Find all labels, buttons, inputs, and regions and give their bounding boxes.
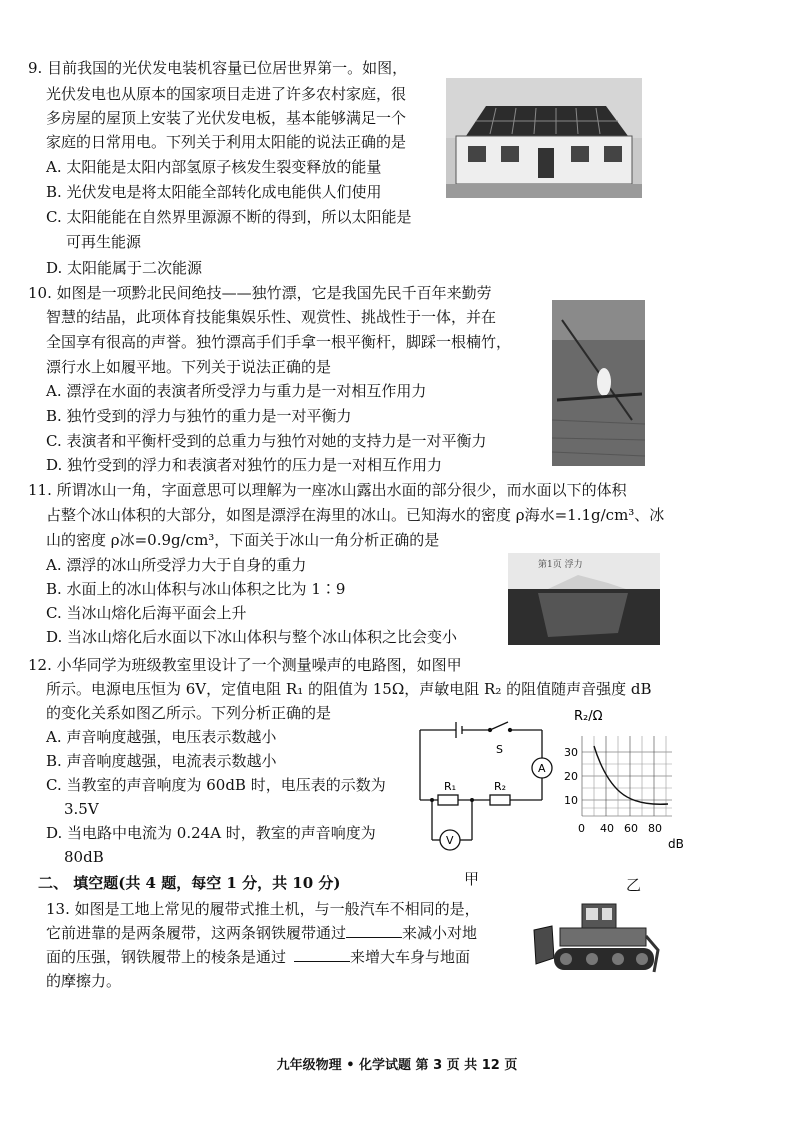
q13-line-3 bbox=[46, 947, 470, 967]
q11-stem-line-2: 占整个冰山体积的大部分，如图是漂浮在海里的冰山。已知海水的密度 ρ海水=1.1g/cm³、冰 bbox=[46, 506, 665, 524]
q10-stem-line-2: 智慧的结晶，此项体育技能集娱乐性、观赏性、挑战性于一体，并在 bbox=[46, 308, 497, 326]
graph-ytick-20: 20 bbox=[564, 770, 578, 783]
voltmeter-label: V bbox=[446, 834, 454, 847]
r1-label: R₁ bbox=[444, 780, 457, 793]
q9-option-c: C. 太阳能能在自然界里源源不断的得到，所以太阳能是 bbox=[46, 208, 412, 226]
q12-option-d: D. 当电路中电流为 0.24A 时，教室的声音响度为 bbox=[46, 824, 376, 842]
q11-option-a: A. 漂浮的冰山所受浮力大于自身的重力 bbox=[46, 556, 307, 574]
graph-ylabel: R₂/Ω bbox=[574, 709, 603, 724]
q9-stem-line-3: 多房屋的屋顶上安装了光伏发电板，基本能够满足一个 bbox=[46, 109, 407, 127]
q11-option-c: C. 当冰山熔化后海平面会上升 bbox=[46, 604, 247, 622]
q9-option-d: D. 太阳能属于二次能源 bbox=[46, 259, 203, 277]
q9-stem-line-1: 9. 目前我国的光伏发电装机容量已位居世界第一。如图， bbox=[28, 59, 408, 77]
q10-option-c: C. 表演者和平衡杆受到的总重力与独竹对她的支持力是一对平衡力 bbox=[46, 432, 487, 450]
q11-iceberg-photo bbox=[508, 553, 660, 645]
q13-line-2-a: 它前进靠的是两条履带，这两条钢铁履带通过 bbox=[46, 924, 347, 942]
graph-xtick-80: 80 bbox=[648, 822, 662, 835]
graph-xtick-60: 60 bbox=[624, 822, 638, 835]
q12-option-c-cont: 3.5V bbox=[64, 800, 99, 818]
q13-line-3-a: 面的压强，钢铁履带上的棱条是通过 bbox=[46, 948, 287, 966]
q12-stem-line-2: 所示。电源电压恒为 6V，定值电阻 R₁ 的阻值为 15Ω，声敏电阻 R₂ 的阻值随声音强度 dB bbox=[46, 680, 652, 698]
switch-label: S bbox=[496, 743, 503, 756]
q10-option-d: D. 独竹受到的浮力和表演者对独竹的压力是一对相互作用力 bbox=[46, 456, 443, 474]
q9-stem-line-4: 家庭的日常用电。下列关于利用太阳能的说法正确的是 bbox=[46, 133, 407, 151]
section-2-heading: 二、 填空题(共 4 题，每空 1 分，共 10 分) bbox=[38, 874, 341, 892]
graph-xlabel: dB bbox=[668, 837, 684, 851]
q9-solar-house-photo bbox=[446, 78, 642, 198]
q12-stem-line-3: 的变化关系如图乙所示。下列分析正确的是 bbox=[46, 704, 332, 722]
q11-stem-line-3: 山的密度 ρ冰=0.9g/cm³，下面关于冰山一角分析正确的是 bbox=[46, 531, 440, 549]
q9-option-a: A. 太阳能是太阳内部氢原子核发生裂变释放的能量 bbox=[46, 158, 382, 176]
q13-line-1: 13. 如图是工地上常见的履带式推土机，与一般汽车不相同的是， bbox=[46, 900, 480, 918]
q12-circuit-diagram bbox=[410, 720, 560, 860]
q10-bamboo-rafting-photo bbox=[552, 300, 645, 466]
q9-option-c-cont: 可再生能源 bbox=[66, 233, 142, 251]
graph-xtick-0: 0 bbox=[578, 822, 585, 835]
graph-ytick-10: 10 bbox=[564, 794, 578, 807]
graph-caption: 乙 bbox=[626, 876, 642, 894]
r2-label: R₂ bbox=[494, 780, 507, 793]
q9-stem-line-2: 光伏发电也从原本的国家项目走进了许多农村家庭，很 bbox=[46, 85, 407, 103]
q11-option-b: B. 水面上的冰山体积与冰山体积之比为 1∶9 bbox=[46, 580, 346, 598]
page-footer: 九年级物理 • 化学试题 第 3 页 共 12 页 bbox=[276, 1058, 518, 1073]
q12-option-c: C. 当教室的声音响度为 60dB 时，电压表的示数为 bbox=[46, 776, 386, 794]
q13-line-2 bbox=[46, 923, 477, 943]
q13-line-4: 的摩擦力。 bbox=[46, 972, 122, 990]
q12-option-b: B. 声音响度越强，电流表示数越小 bbox=[46, 752, 277, 770]
q11-photo-caption: 第1页 浮力 bbox=[538, 560, 583, 570]
q13-line-2-b: 来减小对地 bbox=[402, 924, 478, 942]
q11-stem-line-1: 11. 所谓冰山一角，字面意思可以理解为一座冰山露出水面的部分很少，而水面以下的体积 bbox=[28, 481, 627, 499]
q13-blank-1[interactable] bbox=[346, 923, 402, 938]
q12-option-d-cont: 80dB bbox=[64, 848, 104, 866]
ammeter-label: A bbox=[538, 762, 546, 775]
graph-ytick-30: 30 bbox=[564, 746, 578, 759]
q10-option-b: B. 独竹受到的浮力与独竹的重力是一对平衡力 bbox=[46, 407, 352, 425]
q10-stem-line-4: 漂行水上如履平地。下列关于说法正确的是 bbox=[46, 358, 332, 376]
q10-stem-line-1: 10. 如图是一项黔北民间绝技——独竹漂，它是我国先民千百年来勤劳 bbox=[28, 284, 492, 302]
q11-option-d: D. 当冰山熔化后水面以下冰山体积与整个冰山体积之比会变小 bbox=[46, 628, 458, 646]
q12-r2-db-graph bbox=[560, 706, 690, 856]
q13-blank-2[interactable] bbox=[294, 947, 350, 962]
q10-stem-line-3: 全国享有很高的声誉。独竹漂高手们手拿一根平衡杆，脚踩一根楠竹， bbox=[46, 333, 512, 351]
q12-stem-line-1: 12. 小华同学为班级教室里设计了一个测量噪声的电路图，如图甲 bbox=[28, 656, 462, 674]
q13-line-3-b: 来增大车身与地面 bbox=[350, 948, 471, 966]
graph-xtick-40: 40 bbox=[600, 822, 614, 835]
circuit-caption: 甲 bbox=[464, 870, 480, 888]
q10-option-a: A. 漂浮在水面的表演者所受浮力与重力是一对相互作用力 bbox=[46, 382, 427, 400]
q13-bulldozer-photo bbox=[530, 896, 662, 980]
q9-option-b: B. 光伏发电是将太阳能全部转化成电能供人们使用 bbox=[46, 183, 382, 201]
q12-option-a: A. 声音响度越强，电压表示数越小 bbox=[46, 728, 277, 746]
